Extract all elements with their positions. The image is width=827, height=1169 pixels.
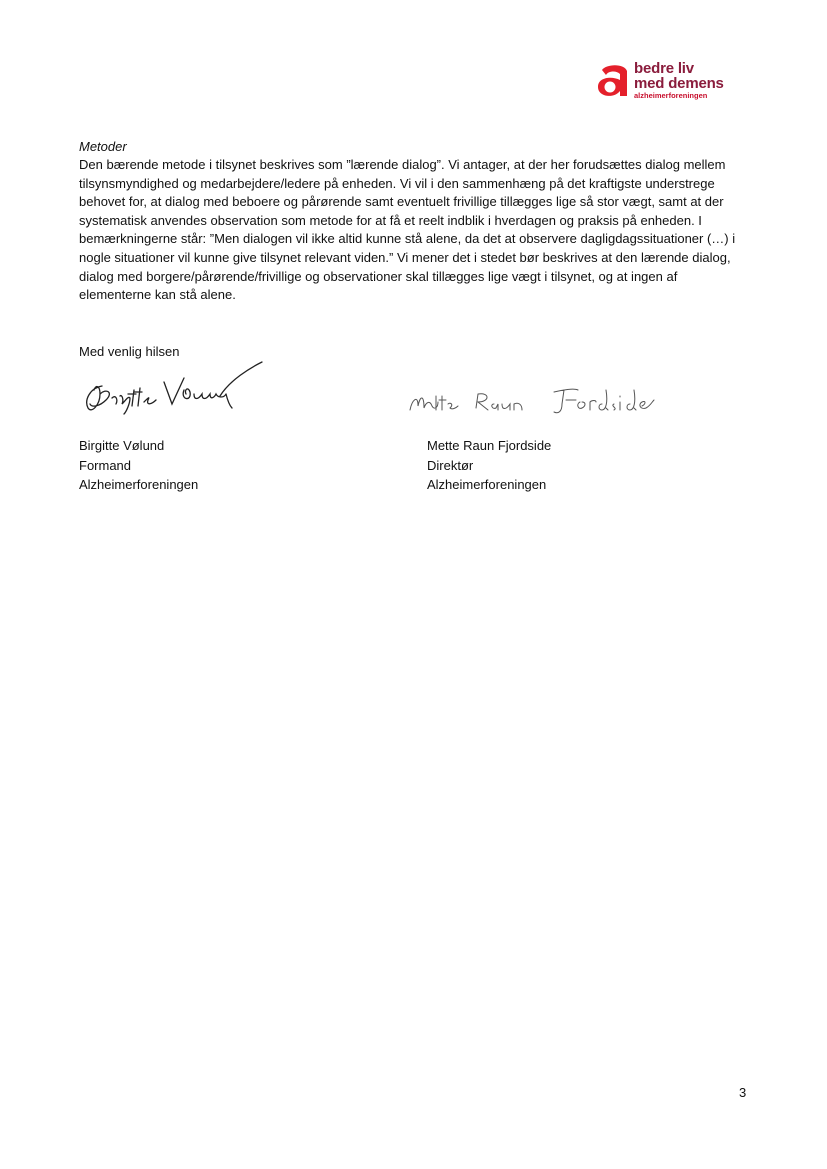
logo-mark-icon bbox=[594, 62, 634, 102]
page-number: 3 bbox=[739, 1085, 747, 1100]
logo-line-med-demens: med demens bbox=[634, 75, 724, 92]
logo-wordmark bbox=[634, 61, 724, 101]
logo-line-alzheimerforeningen: alzheimerforeningen bbox=[634, 91, 708, 100]
signatory-name: Mette Raun Fjordside bbox=[427, 438, 552, 453]
section-heading: Metoder bbox=[79, 139, 127, 154]
signatory-organization: Alzheimerforeningen bbox=[427, 477, 547, 492]
signatory-title: Formand bbox=[79, 457, 132, 473]
logo-line-bedre-liv: bedre liv bbox=[634, 60, 694, 77]
signature-mette-raun-fjordside bbox=[406, 382, 662, 422]
signatory-block-right bbox=[427, 436, 551, 495]
organization-logo bbox=[594, 60, 744, 104]
signatory-name: Birgitte Vølund bbox=[79, 438, 165, 453]
signatory-title: Direktør bbox=[427, 457, 474, 473]
signatory-block-left bbox=[79, 436, 198, 495]
section-body: Den bærende metode i tilsynet beskrives som ”lærende dialog”. Vi antager, at der her forudsættes dialog mellem tilsynsmyndighed og medarbejdere/ledere på enheden. Vi vil i den sammenhæng på det kraftigste understrege behovet for, at dialog med beboere og pårørende samt eventuelt frivillige tillægges lige så stor vægt, samt at der systematisk anvendes observation som metode for at få et reelt indblik i hverdagen og praksis på enheden. I bemærkningerne står: ”Men dialogen vil ikke altid kunne stå alene, da det at observere dagligdagssituationer (…) i nogle situationer vil kunne give tilsynet relevant viden.” Vi mener det i stedet bør beskrives at den lærende dialog, dialog med borgere/pårørende/frivillige og observationer skal tillægges lige vægt i tilsynet, og at ingen af elementerne kan stå alene. bbox=[79, 157, 736, 303]
closing-greeting: Med venlig hilsen bbox=[79, 344, 180, 359]
signatory-organization: Alzheimerforeningen bbox=[79, 477, 199, 492]
signature-birgitte-volund bbox=[80, 360, 265, 430]
